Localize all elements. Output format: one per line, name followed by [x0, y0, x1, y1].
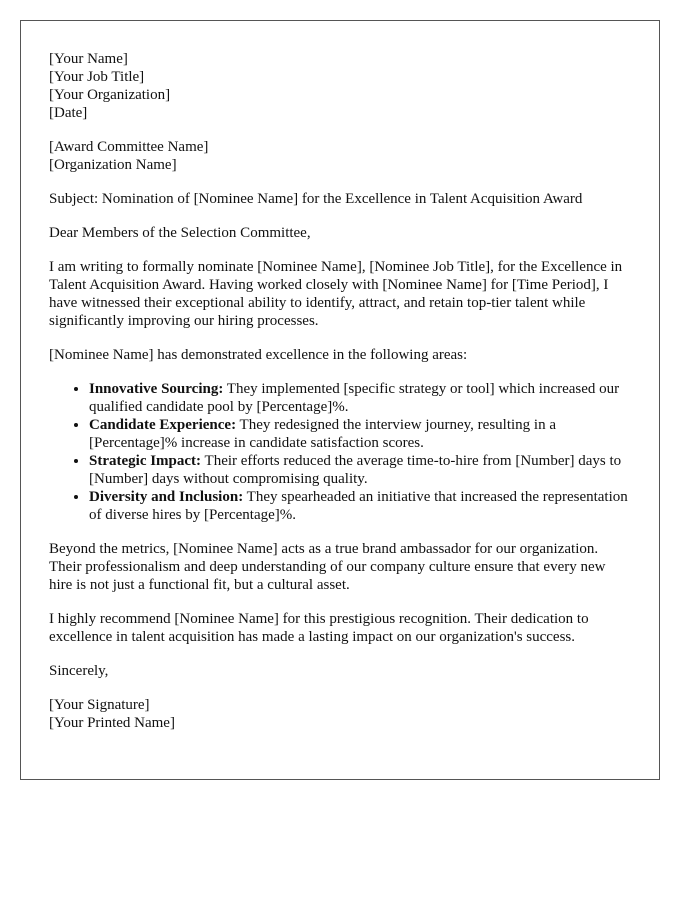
subject-line: Subject: Nomination of [Nominee Name] for the Excellence in Talent Acquisition Award [49, 191, 583, 207]
list-item-text: They redesigned the interview journey, resulting in a [Percentage]% increase in candidate satisfaction scores. [89, 417, 556, 451]
closing: Sincerely, [49, 663, 109, 679]
printed-name: [Your Printed Name] [49, 715, 175, 731]
beyond-paragraph: Beyond the metrics, [Nominee Name] acts as a true brand ambassador for our organization. Their professionalism and deep understanding of our company culture ensure that every new hire is not just a functional fit, but a cultural asset. [49, 541, 606, 593]
recipient-block [49, 138, 631, 174]
list-item-title: Innovative Sourcing: [89, 381, 224, 397]
intro-paragraph: I am writing to formally nominate [Nominee Name], [Nominee Job Title], for the Excellence in Talent Acquisition Award. Having worked closely with [Nominee Name] for [Time Period], I have witnessed their exceptional ability to identify, attract, and retain top-tier talent while significantly improving our hiring processes. [49, 259, 623, 329]
letter-document [20, 20, 660, 780]
list-item-text: They spearheaded an initiative that increased the representation of diverse hires by [Percentage]%. [89, 489, 628, 523]
recipient-committee: [Award Committee Name] [49, 139, 209, 155]
letter-date: [Date] [49, 105, 88, 121]
list-item [89, 380, 631, 416]
list-item [89, 452, 631, 488]
achievement-list [49, 380, 631, 524]
recommend-paragraph: I highly recommend [Nominee Name] for this prestigious recognition. Their dedication to excellence in talent acquisition has made a lasting impact on our organization's success. [49, 611, 589, 645]
sender-block [49, 50, 631, 122]
recipient-organization: [Organization Name] [49, 157, 177, 173]
signature-block [49, 696, 631, 732]
list-item-text: Their efforts reduced the average time-to-hire from [Number] days to [Number] days without compromising quality. [89, 453, 622, 487]
list-item-title: Candidate Experience: [89, 417, 237, 433]
signature-line: [Your Signature] [49, 697, 150, 713]
list-item-title: Strategic Impact: [89, 453, 202, 469]
sender-name: [Your Name] [49, 51, 128, 67]
salutation: Dear Members of the Selection Committee, [49, 225, 311, 241]
list-item-text: They implemented [specific strategy or tool] which increased our qualified candidate pool by [Percentage]%. [89, 381, 620, 415]
list-item-title: Diversity and Inclusion: [89, 489, 244, 505]
list-item [89, 416, 631, 452]
sender-organization: [Your Organization] [49, 87, 171, 103]
sender-job-title: [Your Job Title] [49, 69, 145, 85]
areas-intro: [Nominee Name] has demonstrated excellence in the following areas: [49, 347, 468, 363]
list-item [89, 488, 631, 524]
